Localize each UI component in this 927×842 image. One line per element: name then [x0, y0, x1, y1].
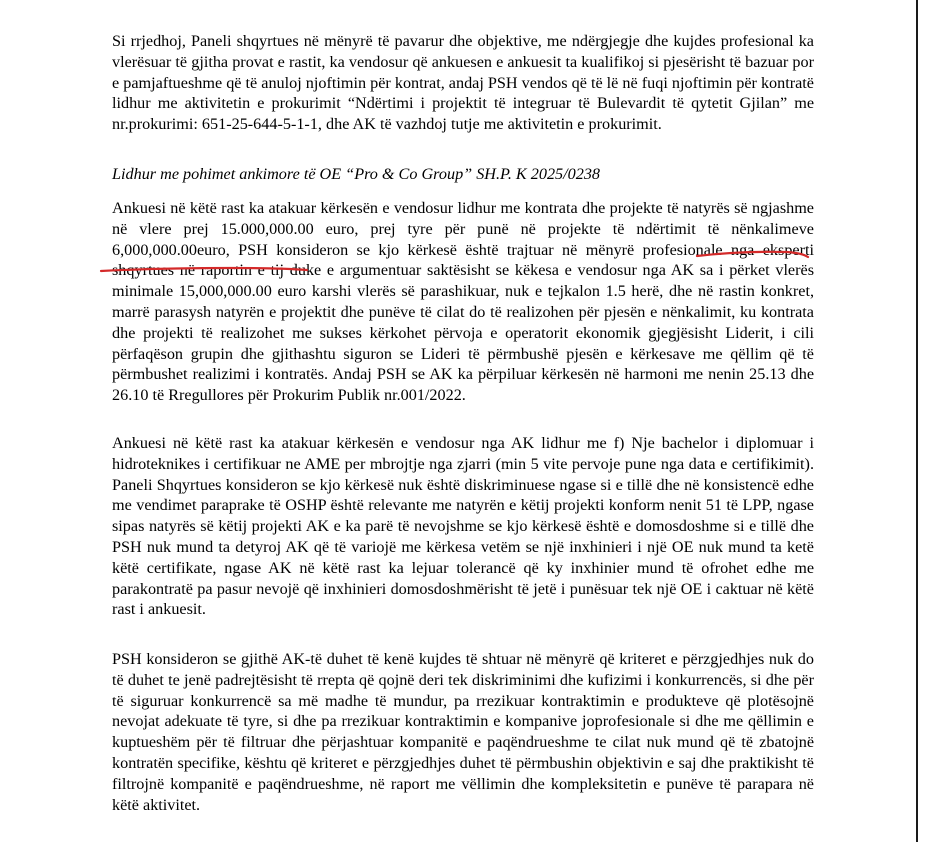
- paragraph-claim-engineer-certificate: Ankuesi në këtë rast ka atakuar kërkesën e vendosur nga AK lidhur me f) Nje bachelor i diplomuar i hidroteknikes i certifikuar ne AME per mbrojtje nga zjarri (min 5 vite pervoje pune nga data e certifikimit). Paneli Shqyrtues konsideron se kjo kërkesë nuk është diskriminuese ngase si e tillë dhe në konsistencë edhe me vendimet paraprake të OSHP është relevante me natyrën e këtij projekti konform nenit 51 të LPP, ngase sipas natyrës së këtij projekti AK e ka parë të nevojshme se kjo kërkesë është e domosdoshme si e tillë dhe PSH nuk mund ta detyroj AK që të variojë me kërkesa vetëm se një inxhinieri i një OE nuk mund ta ketë këtë certifikate, ngase AK në këtë rast ka lejuar tolerancë që ky inxhinier mund të ofrohet edhe me parakontratë pa pasur nevojë që inxhinieri domosdoshmërisht të jetë i punësuar tek një OE i caktuar në këtë rast i ankuesit.: [112, 434, 814, 619]
- paragraph-conclusion: Si rrjedhoj, Paneli shqyrtues në mënyrë të pavarur dhe objektive, me ndërgjegje dhe kujdes profesional ka vlerësuar të gjitha provat e rastit, ka vendosur që ankuesen e ankuesit ta kualifikoj si pjesërisht të bazuar por e pamjaftueshme që të anuloj njoftimin për kontrat, andaj PSH vendos që të lë në fuqi njoftimin për kontratë lidhur me aktivitetin e prokurimit “Ndërtimi i projektit të integruar të Bulevardit të qytetit Gjilan” me nr.prokurimi: 651-25-644-5-1-1, dhe AK të vazhdoj tutje me aktivitetin e prokurimit.: [112, 32, 814, 134]
- paragraph-selection-criteria: PSH konsideron se gjithë AK-të duhet të kenë kujdes të shtuar në mënyrë që kriteret e përzgjedhjes nuk do të duhet te jenë padrejtësisht të rrepta që qojnë deri tek diskriminimi dhe kufizimi i konkurrencës, si dhe për të siguruar konkurrencë sa më madhe të mundur, pa rrezikuar kontraktimin e produkteve që plotësojnë nevojat adekuate të tyre, si dhe pa rrezikuar kontraktimin e kompanive joprofesionale si dhe me qëllimin e kuptueshëm për të filtruar dhe përjashtuar kompanitë e paqëndrueshme te cilat nuk mund që të zbatojnë kontratën specifike, kështu që kriteret e përzgjedhjes duhet të përmbushin objektivin e saj dhe praktikisht të filtrojnë kompanitë e paqëndrueshme, në raport me vëllimin dhe kompleksitetin e punëve të parapara në këtë aktivitet.: [112, 650, 814, 814]
- section-heading-italic: Lidhur me pohimet ankimore të OE “Pro & Co Group” SH.P. K 2025/0238: [112, 165, 601, 183]
- paragraph-claim-contract-value: Ankuesi në këtë rast ka atakuar kërkesën e vendosur lidhur me kontrata dhe projekte të natyrës së ngjashme në vlere prej 15.000,000.00 euro, prej tyre për punë në projekte të ndërtimit të nënkalimeve 6,000,000.00euro, PSH konsideron se kjo kërkesë është trajtuar në mënyrë profesionale nga eksperti shqyrtues në raportin e tij duke e argumentuar saktësisht se këkesa e vendosur nga AK sa i përket vlerës minimale 15,000,000.00 euro karshi vlerës së parashikuar, nuk e tejkalon 1.5 herë, dhe në rastin konkret, marrë parasysh natyrën e projektit dhe punëve të cilat do të realizohen për pjesën e nënkalimit, ku kontrata dhe projekti të realizohet me sukses kërkohet përvoja e operatorit ekonomik gjegjësisht Liderit, i cili përfaqëson grupin dhe gjithashtu siguron se Lideri të përmbushë pjesën e kërkesave me qëllim që të përmbushet realizimi i kontratës. Andaj PSH se AK ka përpiluar kërkesën në harmoni me nenin 25.13 dhe 26.10 të Rregullores për Prokurim Publik nr.001/2022.: [112, 199, 814, 405]
- viewer-margin: [918, 0, 927, 842]
